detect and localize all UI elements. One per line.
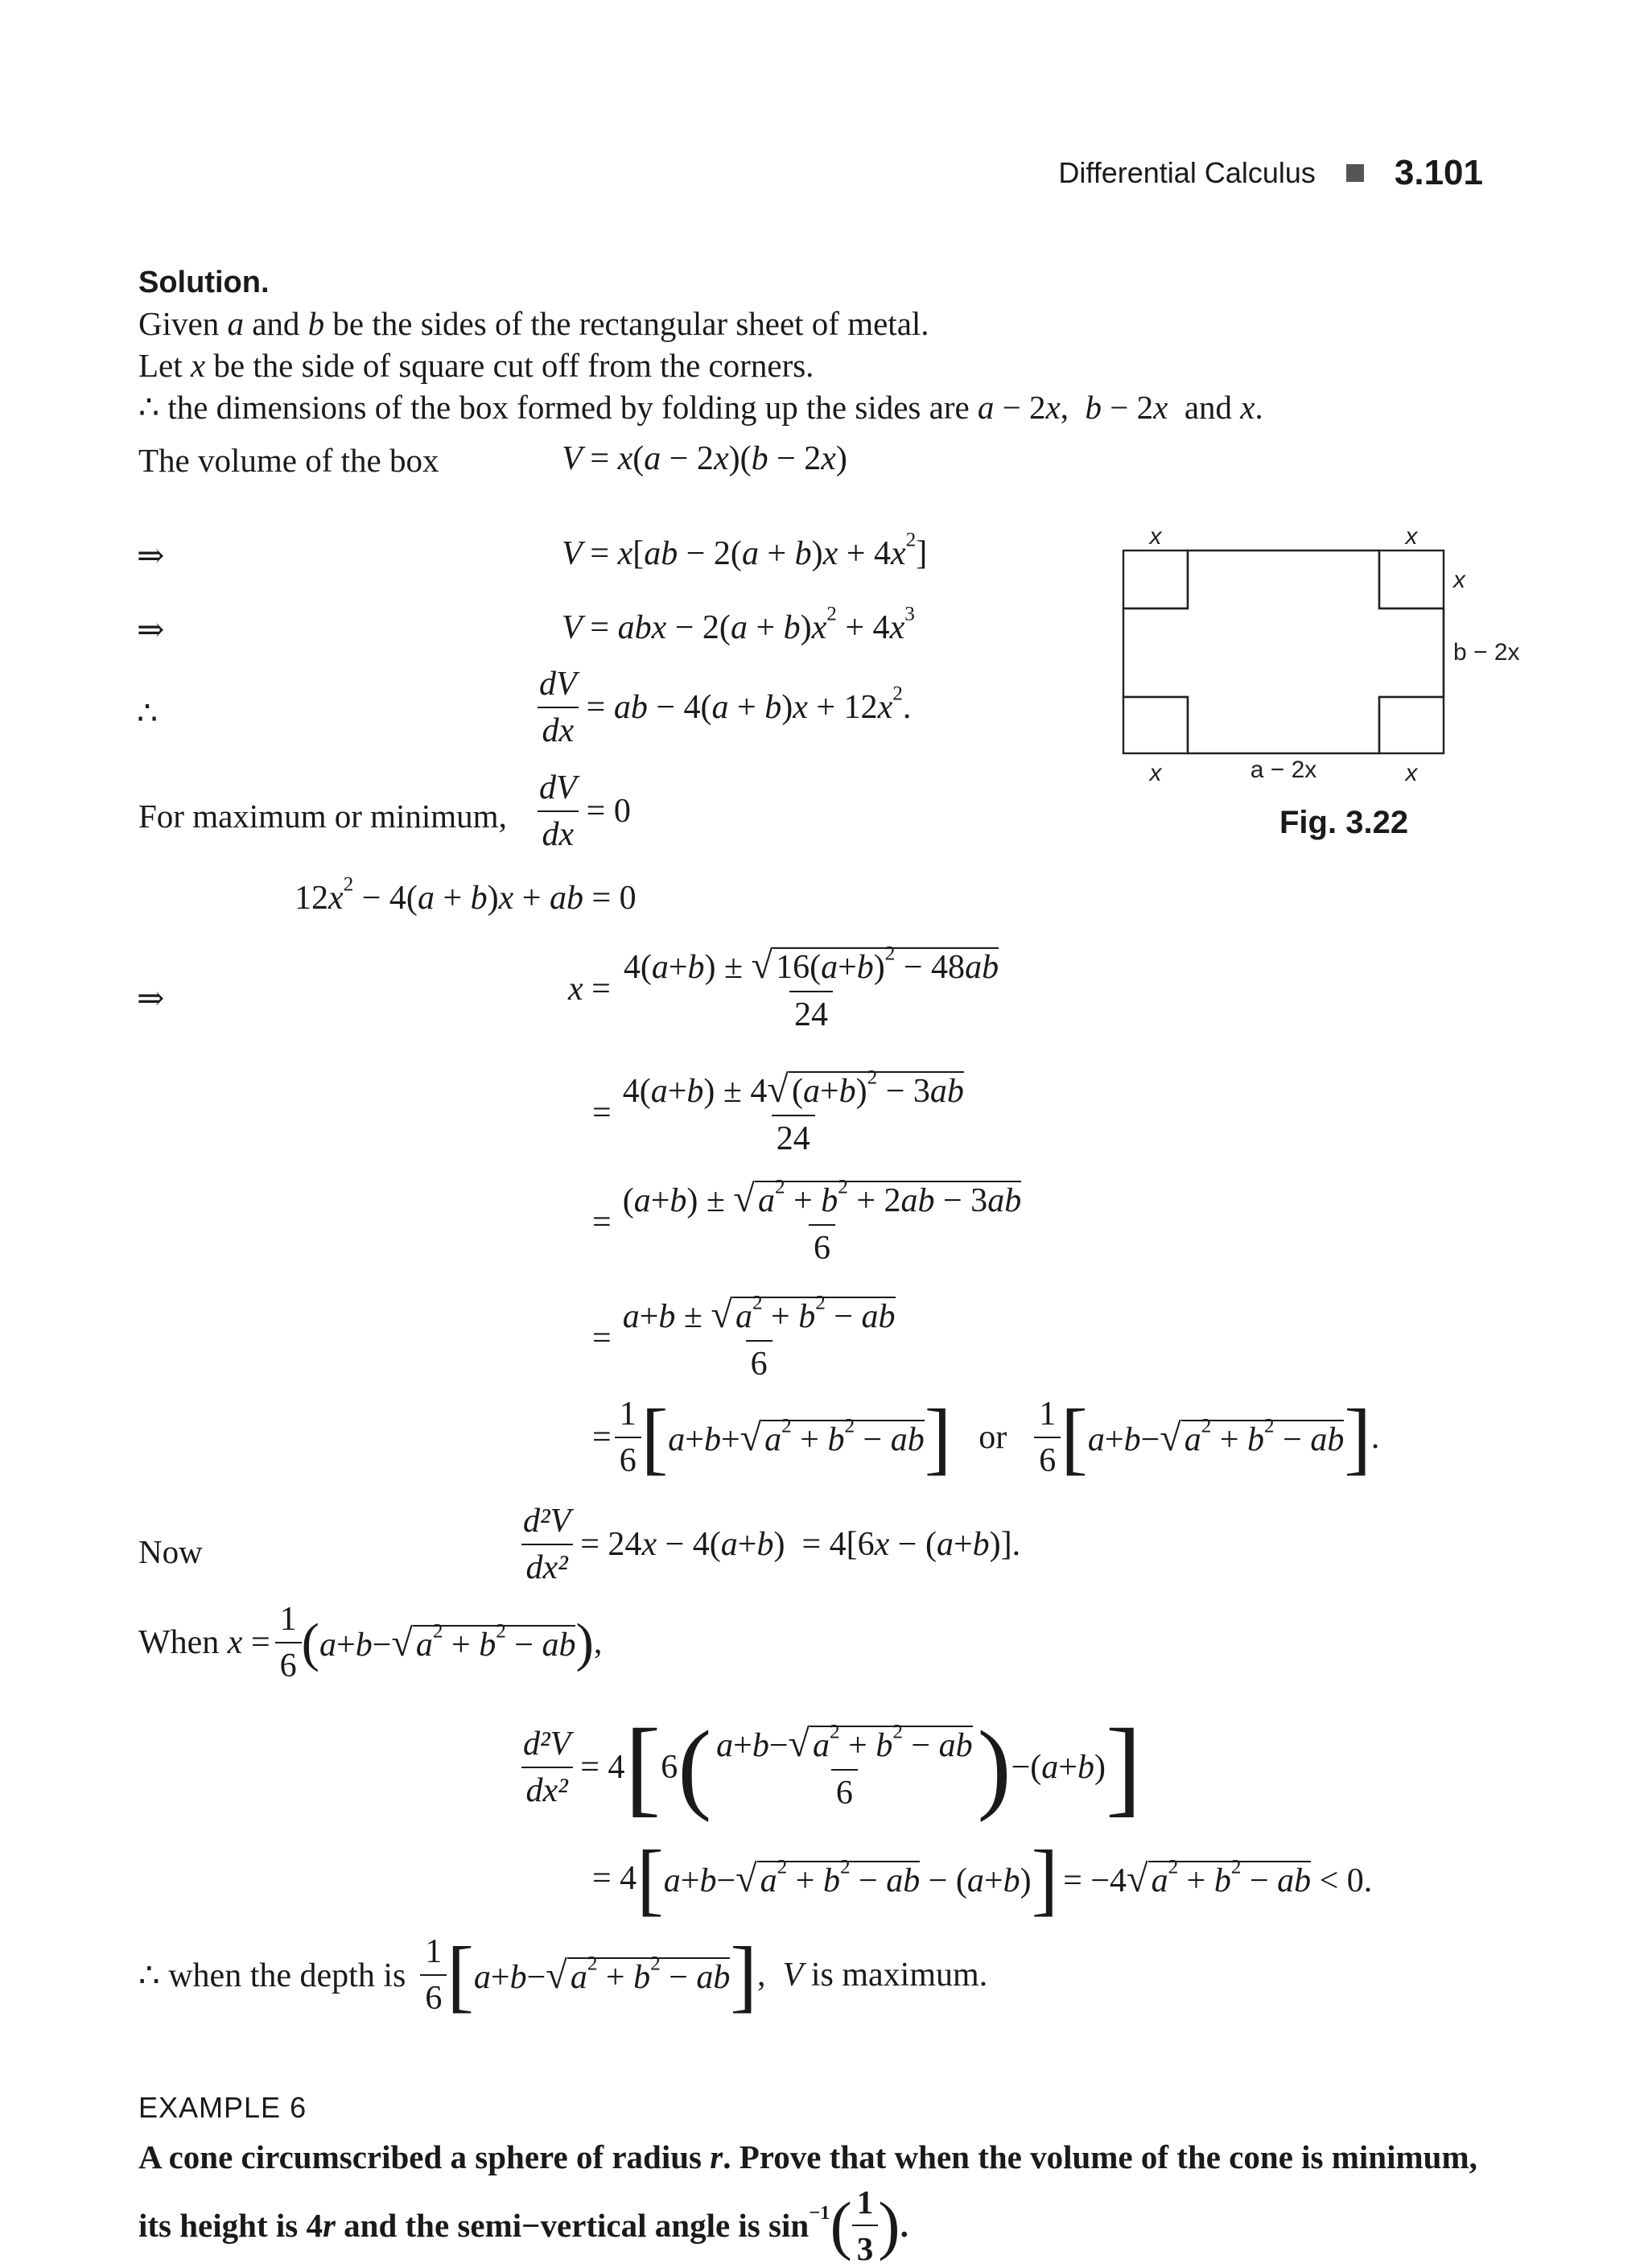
solution-step-4: = $\frac{a+b \pm √a^2 + b^2 - ab}{6}$ [592,1292,896,1383]
second-derivative-result: = 4 [ $a+b-√a^2 + b^2$ − ab − (a+b) ] = $-4√a^2 + b^2$ − ab < 0. [592,1833,1373,1924]
label-x-right: x [1453,567,1465,593]
section-title: Differential Calculus [1058,156,1316,189]
equation-4: $\frac{dV}{dx}$ = 0 [534,769,631,854]
label-a-minus-2x: a − 2x [1250,757,1317,783]
implies-symbol-3: ⇒ [137,979,165,1016]
label-b-minus-2x: b − 2x [1453,639,1520,666]
example-line-1: A cone circumscribed a sphere of radius r. Prove that when the volume of the cone is minimum, [138,2138,1477,2175]
page-number: 3.101 [1394,153,1483,192]
label-x-top-left: x [1149,523,1162,550]
solution-roots: = $\frac{1}{6}$ [ $a+b+√a^2 + b^2$ − ab ] or $\frac{1}{6}$ [ $a+b-√a^2 + b^2$ − ab ] . [592,1392,1380,1482]
solution-line-2: Let x be the side of square cut off from the corners. [138,347,814,384]
equation-3: $\frac{dV}{dx}$ = ab − $4(a + b)x + 12x^2$. [534,665,911,750]
maxmin-text: For maximum or minimum, [138,798,507,835]
implies-symbol-1: ⇒ [137,537,165,574]
volume-equation: V = x(a − 2x)(b − 2x) [562,440,847,477]
volume-text: The volume of the box [138,442,439,479]
example-line-2: its height is 4r and the semi−vertical angle is $\sin^{-1}$ ( $\frac{1}{3}$ ) . [138,2183,908,2267]
depth-conclusion: ∴ when the depth is $\frac{1}{6}$ [ $a+b-√a^2 + b^2$ − ab ] , V is maximum. [138,1930,988,2020]
therefore-symbol: ∴ [137,695,159,732]
solution-label: Solution. [138,266,270,299]
label-x-top-right: x [1405,523,1418,550]
when-x-line: When x = $\frac{1}{6}$ ( $a+b-√a^2 + b^2$ − ab ) , [138,1601,603,1685]
solution-line-3: ∴ the dimensions of the box formed by folding up the sides are a − 2x, b − 2x and x. [138,389,1263,426]
running-header [1058,153,1483,193]
figure-box-net [1102,515,1521,789]
solution-step-3: = $\frac{(a+b) \pm √a^2 + b^2 + 2ab - 3ab}{6}$ [592,1176,1022,1267]
quadratic-equation: $12x^2 - 4(a + b)x$ + ab = 0 [295,873,637,917]
second-derivative-evaluated: $\frac{\text{d²V}}{\text{dx²}}$ = 4 [ 6 ( $\frac{a+b-√a^2 + b^2 - ab}{6}$ ) −(a+b) ] [518,1705,1142,1829]
solution-step-1: x = $\frac{4(a+b) \pm √16(a+b)^2 - 48ab}{24}$ [568,942,999,1033]
implies-symbol-2: ⇒ [137,611,165,648]
label-x-bottom-right: x [1405,760,1418,786]
second-derivative: $\frac{\text{d²V}}{\text{dx²}}$ = 24x − 4(a+b) = 4[6x − (a+b)]. [518,1502,1020,1587]
solution-line-1: Given a and b be the sides of the rectangular sheet of metal. [138,305,929,342]
figure-caption: Fig. 3.22 [1279,805,1409,840]
equation-1: $V = x[ab - 2(a + b)x + 4x^2]$ [562,529,928,572]
example-title: EXAMPLE 6 [138,2091,307,2124]
label-x-bottom-left: x [1149,760,1162,786]
now-label: Now [138,1533,203,1570]
solution-step-2: = $\frac{4(a+b) \pm 4√(a+b)^2 - 3ab}{24}$ [592,1066,964,1157]
equation-2: V = abx − $2(a + b)x^2 + 4x^3$ [562,603,915,646]
header-square-icon [1346,164,1364,182]
